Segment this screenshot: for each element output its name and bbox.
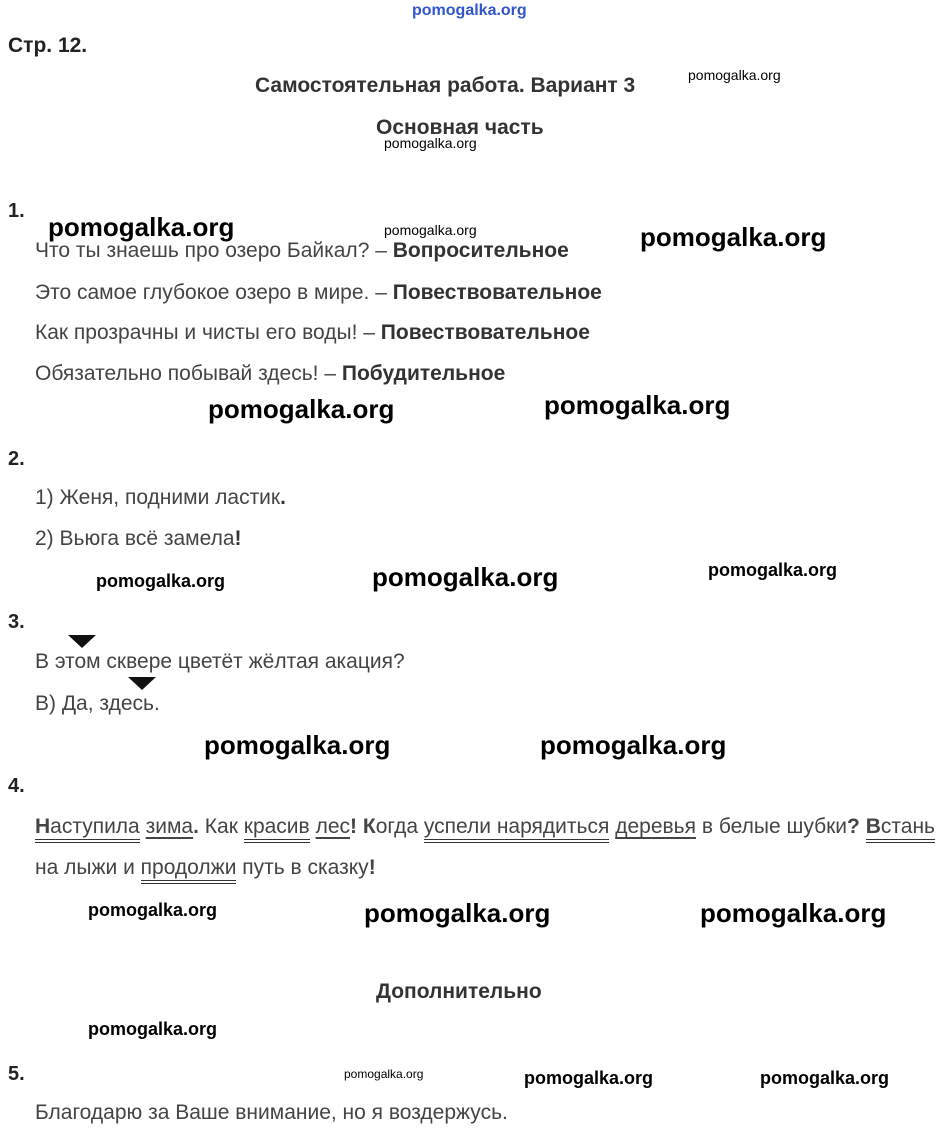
task2-line [35,486,286,510]
task-number: 1. [8,200,25,222]
task4-text [35,806,935,888]
task2-line [35,527,242,551]
watermark: pomogalka.org [760,1068,890,1088]
task-number: 2. [8,448,25,470]
subject: зима [145,815,194,838]
sentence-type: Побудительное [341,362,506,385]
word: огда [375,815,419,838]
watermark: pomogalka.org [700,898,887,928]
task1-line [35,281,602,305]
watermark: pomogalka.org [344,1067,424,1081]
sentence-type: Повествовательное [380,321,590,344]
predicate: успели нарядиться [424,815,609,843]
watermark: pomogalka.org [688,67,781,83]
sentence-text: Обязательно побывай здесь! – [35,362,337,385]
watermark: pomogalka.org [524,1068,654,1088]
task1-line [35,321,590,345]
subject: деревья [615,815,696,838]
capital-letter: Н [35,815,50,843]
task5-text: Благодарю за Ваше внимание, но я воздержусь. [35,1101,508,1124]
task-number: 3. [8,611,25,633]
punctuation: ? [847,815,860,838]
sentence-type: Вопросительное [392,239,569,262]
watermark: pomogalka.org [96,571,226,591]
word: в белые шубки [701,815,848,838]
watermark: pomogalka.org [640,222,827,252]
word: на лыжи и [35,856,135,879]
word: Как [204,815,238,838]
task1-line [35,362,505,386]
watermark: pomogalka.org [204,730,391,760]
sentence-type: Повествовательное [392,281,602,304]
task-number: 5. [8,1063,25,1085]
watermark: pomogalka.org [364,898,551,928]
watermark: pomogalka.org [384,135,477,151]
word: путь в сказку [242,856,369,879]
capital-letter: В [866,815,881,843]
watermark: pomogalka.org [88,1019,218,1039]
task2-text: 1) Женя, подними ластик [35,486,281,509]
watermark: pomogalka.org [208,394,395,424]
watermark: pomogalka.org [88,900,218,920]
predicate: стань [881,815,935,843]
task-number: 4. [8,775,25,797]
watermark: pomogalka.org [372,562,559,592]
watermark: pomogalka.org [384,222,477,238]
punctuation: ! [368,856,376,879]
watermark: pomogalka.org [48,212,235,242]
section-heading-extra: Дополнительно [376,980,542,1003]
punctuation: ! [350,815,357,838]
sentence-text: Как прозрачны и чисты его воды! – [35,321,375,344]
sentence-text: Что ты знаешь про озеро Байкал? – [35,239,387,262]
capital-letter: К [362,815,376,838]
page-title: Самостоятельная работа. Вариант 3 [255,74,636,97]
task3-line: В этом сквере цветёт жёлтая акация? [35,650,405,673]
intonation-stress-mark [68,635,96,648]
punctuation: . [193,815,199,838]
subject: лес [315,815,350,838]
watermark: pomogalka.org [544,390,731,420]
predicate: продолжи [141,856,237,884]
watermark: pomogalka.org [708,560,838,580]
task1-line [35,239,569,263]
header-watermark: pomogalka.org [412,2,527,19]
watermark: pomogalka.org [540,730,727,760]
task2-text: 2) Вьюга всё замела [35,527,235,550]
task3-line: В) Да, здесь. [35,692,160,715]
section-heading-main: Основная часть [376,116,544,139]
punctuation: . [280,486,286,509]
page-number: Стр. 12. [8,34,88,57]
punctuation: ! [234,527,242,550]
intonation-stress-mark [128,677,156,690]
sentence-text: Это самое глубокое озеро в мире. – [35,281,387,304]
predicate: аступила [50,815,140,843]
predicate: красив [244,815,310,843]
